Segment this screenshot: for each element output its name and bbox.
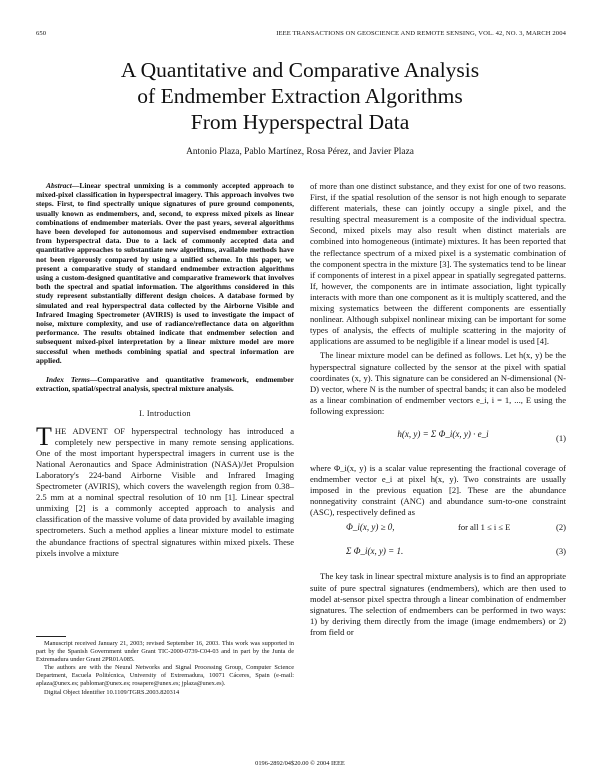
equation-2-number: (2): [556, 522, 566, 533]
right-column: [310, 181, 566, 638]
index-terms: [36, 375, 294, 393]
right-paragraph-4: The key task in linear spectral mixture analysis is to find an appropriate suite of pure spectral signatures (endmembers), which are then used to model at-sensor pixel spectra through a linear combination of endmember signatures. The selection of endmembers can be performed in two ways: 1) by deriving them directly from the image (image endmembers) or 2) from field or: [310, 571, 566, 637]
intro-text: HE ADVENT OF hyperspectral technology has introduced a completely new perspective in many remote sensing applications. One of the most important hyperspectral imagers in current use is the National Aeronautics and Space Administration (NASA)/Jet Propulsion Laboratory's 224-band Airborne Visible and Infrared Imaging Spectrometer (AVIRIS), which covers the wavelength region from 0.38–2.5 mm at a nominal spectral resolution of 10 nm [1]. Linear spectral unmixing [2] is a commonly accepted approach to analysis and classification of the massive volume of data provided by available imaging spectrometers. Such a method applies a linear mixture model to estimate the abundance fractions of spectral signatures within mixed pixels. These pixels involve a mixture: [36, 425, 294, 558]
equation-3-number: (3): [556, 546, 566, 557]
copyright-footer: 0196-2892/04$20.00 © 2004 IEEE: [255, 760, 345, 767]
title-line-1: A Quantitative and Comparative Analysis: [120, 58, 480, 82]
author-list: Antonio Plaza, Pablo Martínez, Rosa Pérez, and Javier Plaza: [186, 147, 414, 157]
equation-2-condition: for all 1 ≤ i ≤ E: [458, 522, 511, 533]
equation-1: [310, 423, 566, 457]
right-paragraph-2: The linear mixture model can be defined as follows. Let h(x, y) be the hyperspectral signature collected by the sensor at the pixel with spatial coordinates (x, y). This signature can be considered an N-dimensional (N-D) vector, where N is the number of spectral bands; it can also be modeled as a linear combination of endmember vectors e_i, i = 1, ..., E using the following expression:: [310, 350, 566, 416]
abstract-label: Abstract—: [46, 181, 80, 190]
drop-cap: T: [36, 421, 52, 451]
intro-paragraph: [36, 421, 294, 559]
left-column: [36, 181, 294, 559]
index-terms-label: Index Terms—: [46, 375, 98, 385]
footnote-rule: [36, 636, 66, 637]
equation-3: [310, 538, 566, 568]
equation-2-expression: Φ_i(x, y) ≥ 0,: [346, 522, 395, 533]
equation-2: [310, 520, 566, 536]
footnotes: [36, 640, 294, 697]
footnote-received: Manuscript received January 21, 2003; revised September 16, 2003. This work was supported in part by the Spanish Government under Grant TIC-2000-0739-C04-03 and in part by the Junta de Extremadura under Grant 2PR01A085.: [36, 640, 294, 664]
right-paragraph-1: of more than one distinct substance, and they exist for one of two reasons. First, if the spatial resolution of the sensor is not high enough to separate different materials, these can jointly occupy a single pixel, and the resulting spectral measurement is a composite of the individual spectra. Second, mixed pixels may also result when distinct materials are combined into homogeneous (intimate) mixtures. It has been reported that the reflectance spectrum of a mixed pixel is a systematic combination of the component spectra in the mixture [3]. The systematics tend to be linear if components of interest in a pixel appear in spatially segregated patterns. If, however, the components are in intimate association, light typically interacts with more than one component as it is multiply scattered, and the mixing systematics between the different components are essentially nonlinear. Although subpixel nonlinear mixing can be important for some types of analysis, the effects of multiple scattering in the majority of applications are assumed to be negligible if a linear model is used [4].: [310, 181, 566, 347]
footnote-affiliation: The authors are with the Neural Networks and Signal Processing Group, Computer Science Department, Escuela Politécnica, University of Extremadura, 10071 Cáceres, Spain (e-mail: aplaza@unex.es; pablomar@unex.es; rosapere@unex.es; jplaza@unex.es).: [36, 664, 294, 688]
right-paragraph-3: where Φ_i(x, y) is a scalar value representing the fractional coverage of endmember vector e_i at pixel h(x, y). Two constraints are usually imposed in the previous equation [2]. These are the abundance nonnegativity constraint (ANC) and abundance sum-to-one constraint (ASC), respectively defined as: [310, 462, 566, 518]
equation-3-expression: Σ Φ_i(x, y) = 1.: [346, 546, 404, 557]
abstract: [36, 181, 294, 365]
paper-title: [60, 57, 540, 135]
index-terms-text: Comparative and quantitative framework, endmember extraction, spatial/spectral analysis, spectral mixture analysis.: [36, 375, 295, 394]
abstract-text: Linear spectral unmixing is a commonly accepted approach to mixed-pixel classification in hyperspectral imagery. This approach involves two steps. First, to find spectrally unique signatures of pure ground components, usually known as endmembers, and, second, to express mixed pixels as linear combinations of endmember materials. Over the past years, several algorithms have been developed for autonomous and supervised endmember extraction from hyperspectral data. Due to a lack of commonly accepted data and quantitative approaches to substantiate new algorithms, available methods have not been rigorously compared by using a unified scheme. In this paper, we present a comparative study of standard endmember extraction algorithms using a custom-designed quantitative and comparative framework that involves both the spectral and spatial information. The algorithms considered in this study represent substantially different design choices. A database formed by simulated and real hyperspectral data collected by the Airborne Visible and Infrared Imaging Spectrometer (AVIRIS) is used to investigate the impact of noise, mixture complexity, and use of radiance/reflectance data on algorithm performance. The results obtained indicate that endmember selection and subsequent mixed-pixel interpretation by a linear mixture model are more successful when methods combining spatial and spectral information are applied.: [36, 181, 294, 365]
page-number: 650: [36, 30, 47, 37]
title-line-2: of Endmember Extraction Algorithms: [137, 84, 463, 108]
footnote-doi: Digital Object Identifier 10.1109/TGRS.2003.820314: [44, 688, 180, 696]
equation-1-expression: h(x, y) = Σ Φ_i(x, y) · e_i: [397, 428, 489, 439]
title-line-3: From Hyperspectral Data: [190, 110, 410, 134]
equation-1-number: (1): [556, 432, 566, 443]
section-heading: I. Introduction: [139, 409, 191, 419]
running-header: IEEE TRANSACTIONS ON GEOSCIENCE AND REMOTE SENSING, VOL. 42, NO. 3, MARCH 2004: [276, 30, 566, 37]
